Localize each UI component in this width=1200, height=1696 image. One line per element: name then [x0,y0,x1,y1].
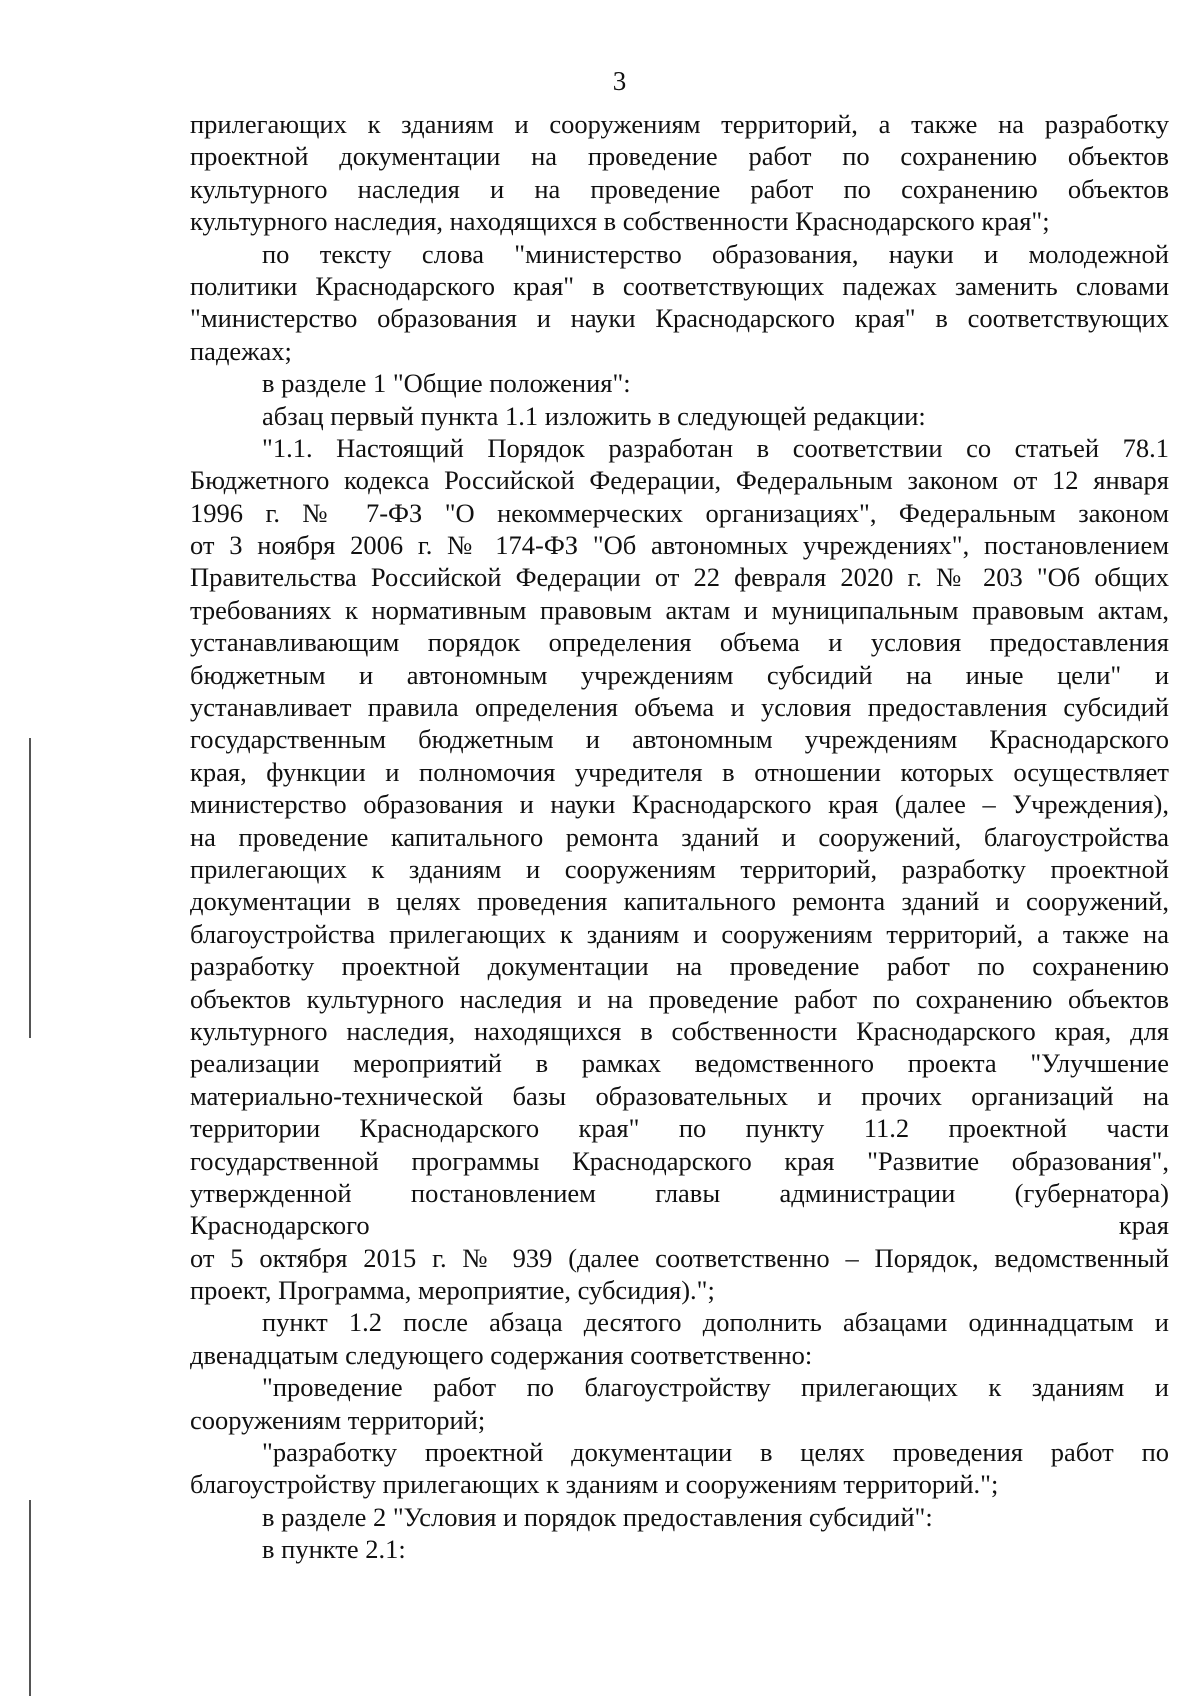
text-line: утвержденной постановлением главы администрации (губернатора) [190,1177,1169,1208]
text-line: Бюджетного кодекса Российской Федерации, Федеральным законом от 12 января [190,465,1169,496]
document-body [190,108,1169,1566]
text-line: на проведение капитального ремонта зданий и сооружений, благоустройства [190,821,1169,852]
text-line: объектов культурного наследия и на проведение работ по сохранению объектов [190,983,1169,1014]
text-line: пункт 1.2 после абзаца десятого дополнить абзацами одиннадцатым и [262,1307,1169,1338]
text-line: в пункте 2.1: [262,1534,406,1565]
text-line: абзац первый пункта 1.1 изложить в следующей редакции: [262,400,926,431]
text-line: падежах; [190,335,292,366]
text-line: прилегающих к зданиям и сооружениям территорий, разработку проектной [190,853,1169,884]
text-line: двенадцатым следующего содержания соответственно: [190,1339,813,1370]
text-line: Правительства Российской Федерации от 22 февраля 2020 г. № 203 "Об общих [190,562,1169,593]
text-line: сооружениям территорий; [190,1404,486,1435]
text-line: документации в целях проведения капитального ремонта зданий и сооружений, [190,886,1169,917]
text-line: "министерство образования и науки Краснодарского края" в соответствующих [190,303,1169,334]
text-line: требованиях к нормативным правовым актам и муниципальным правовым актам, [190,594,1169,625]
text-line: Краснодарского края [190,1210,1169,1241]
text-line: в разделе 2 "Условия и порядок предоставления субсидий": [262,1501,933,1532]
text-line: по тексту слова "министерство образования, науки и молодежной [262,238,1169,269]
text-line: благоустройства прилегающих к зданиям и сооружениям территорий, а также на [190,918,1169,949]
text-line: территории Краснодарского края" по пункту 11.2 проектной части [190,1113,1169,1144]
text-line: культурного наследия и на проведение работ по сохранению объектов [190,173,1169,204]
text-line: культурного наследия, находящихся в собственности Краснодарского края"; [190,206,1050,237]
text-line: государственным бюджетным и автономным учреждениям Краснодарского [190,724,1169,755]
text-line: устанавливает правила определения объема и условия предоставления субсидий [190,692,1169,723]
text-line: разработку проектной документации на проведение работ по сохранению [190,951,1169,982]
text-line: государственной программы Краснодарского края "Развитие образования", [190,1145,1169,1176]
text-line: культурного наследия, находящихся в собственности Краснодарского края, для [190,1015,1169,1046]
text-line: политики Краснодарского края" в соответствующих падежах заменить словами [190,270,1169,301]
text-line: бюджетным и автономным учреждениям субсидий на иные цели" и [190,659,1169,690]
text-line: "проведение работ по благоустройству прилегающих к зданиям и [262,1372,1169,1403]
text-line: прилегающих к зданиям и сооружениям территорий, а также на разработку [190,109,1169,139]
text-line: министерство образования и науки Краснодарского края (далее – Учреждения), [190,789,1169,820]
text-line: от 5 октября 2015 г. № 939 (далее соответственно – Порядок, ведомственный [190,1242,1169,1273]
margin-rule [29,738,31,1038]
text-line: "1.1. Настоящий Порядок разработан в соответствии со статьей 78.1 [262,432,1169,463]
text-line: проектной документации на проведение работ по сохранению объектов [190,141,1169,172]
text-line: 1996 г. № 7-ФЗ "О некоммерческих организациях", Федеральным законом [190,497,1169,528]
text-line: материально-технической базы образовательных и прочих организаций на [190,1080,1169,1111]
text-line: от 3 ноября 2006 г. № 174-ФЗ "Об автономных учреждениях", постановлением [190,530,1169,561]
text-line: реализации мероприятий в рамках ведомственного проекта "Улучшение [190,1048,1169,1079]
margin-rule [29,1500,31,1696]
text-line: края, функции и полномочия учредителя в отношении которых осуществляет [190,756,1169,787]
page-number: 3 [612,66,627,96]
text-line: в разделе 1 "Общие положения": [262,368,631,399]
text-line: "разработку проектной документации в целях проведения работ по [262,1437,1169,1468]
text-line: благоустройству прилегающих к зданиям и сооружениям территорий."; [190,1469,999,1500]
text-line: проект, Программа, мероприятие, субсидия)."; [190,1275,715,1306]
text-line: устанавливающим порядок определения объема и условия предоставления [190,627,1169,658]
